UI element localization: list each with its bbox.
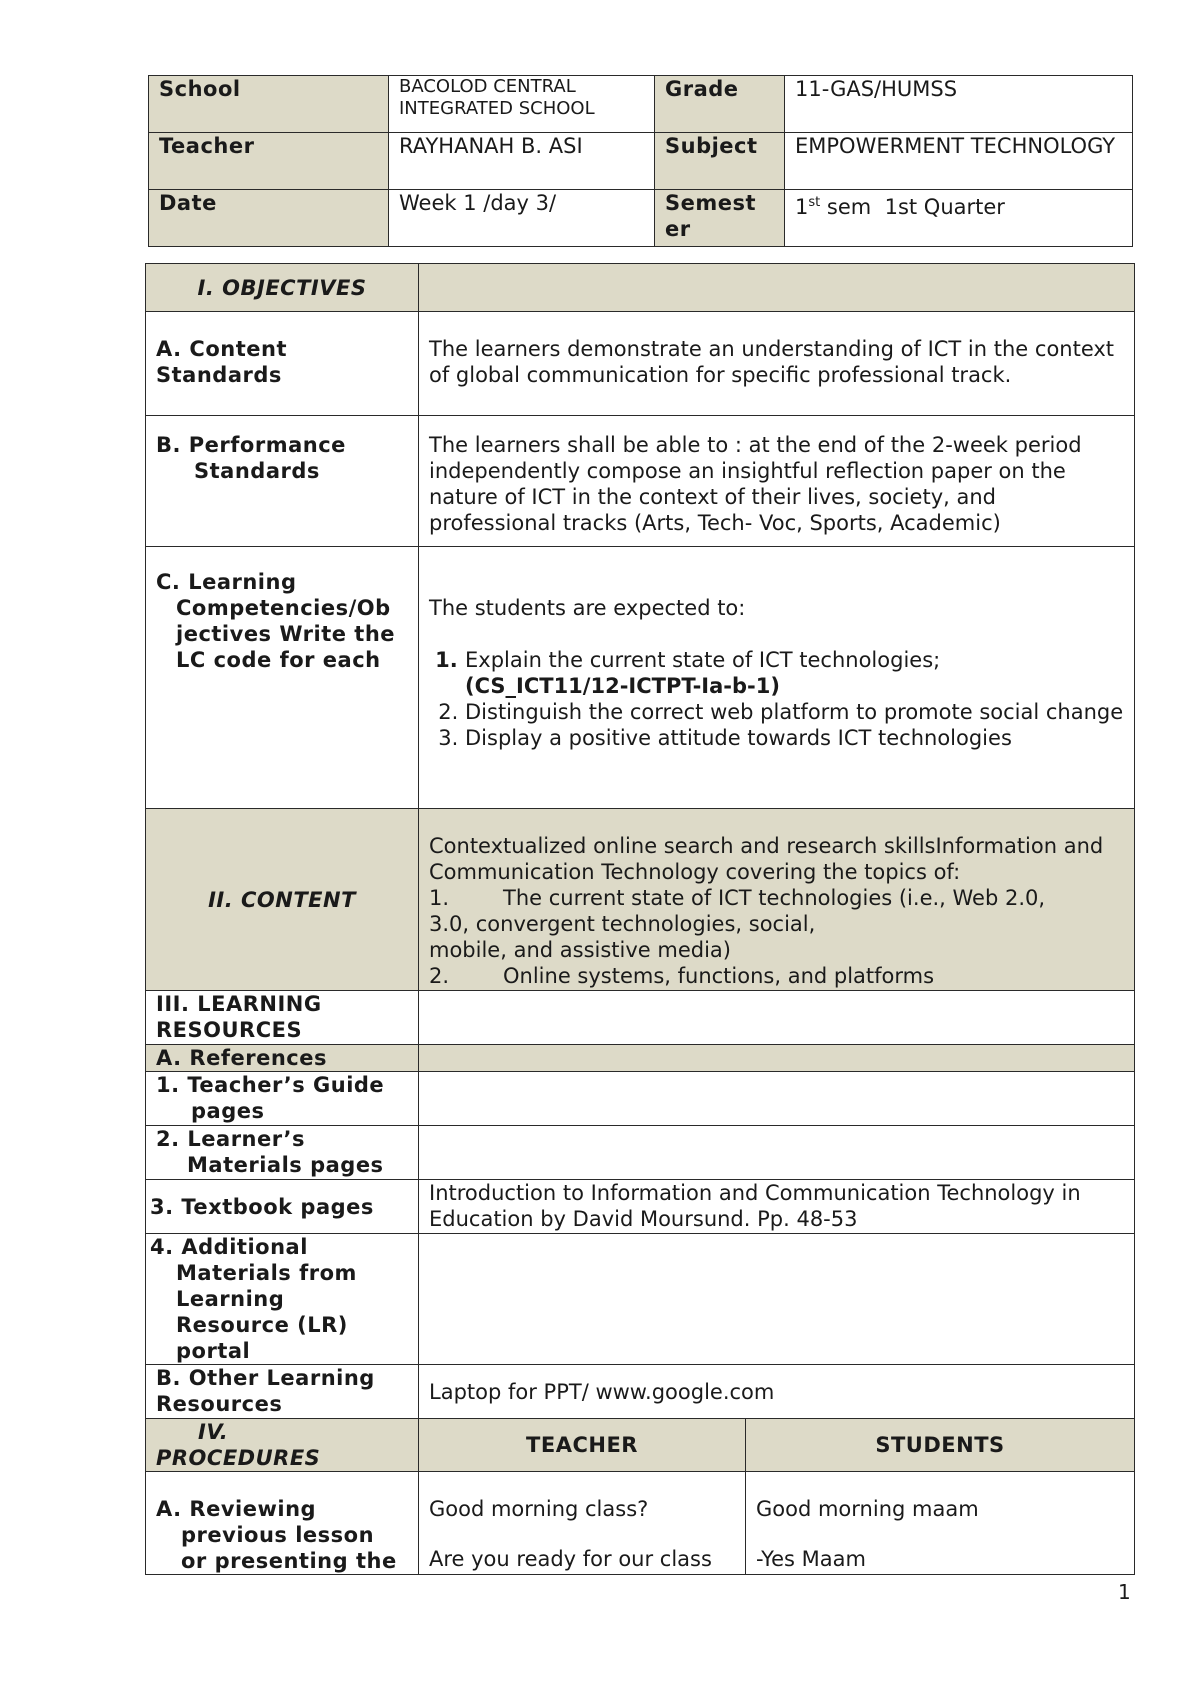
info-row-school	[149, 76, 1133, 133]
lc-label-2: Competencies/Ob	[176, 596, 391, 620]
students-column-header: STUDENTS	[746, 1419, 1135, 1472]
learners-materials-row	[146, 1126, 1135, 1180]
learners-materials-label-2: Materials pages	[187, 1153, 384, 1177]
semester-sup: st	[808, 195, 821, 210]
teachers-guide-label-1: 1. Teacher’s Guide	[156, 1073, 385, 1097]
additional-materials-value	[419, 1234, 1135, 1365]
teachers-guide-label	[146, 1072, 419, 1126]
objectives-header-row	[146, 264, 1135, 312]
performance-standards-label	[146, 416, 419, 547]
performance-standards-label-1: B. Performance	[156, 433, 346, 457]
reviewing-label	[146, 1472, 419, 1575]
lc-objective-text: Explain the current state of ICT technologies;	[465, 648, 941, 672]
lc-label-4: LC code for each	[176, 648, 381, 672]
learners-materials-label	[146, 1126, 419, 1180]
performance-standards-label-2: Standards	[194, 459, 320, 483]
other-resources-row	[146, 1365, 1135, 1419]
teachers-guide-value	[419, 1072, 1135, 1126]
grade-value: 11-GAS/HUMSS	[785, 76, 1133, 133]
other-resources-label-2: Resources	[156, 1392, 283, 1416]
learning-competencies-content	[419, 547, 1135, 809]
procedures-header	[146, 1419, 419, 1472]
performance-standards-row	[146, 416, 1135, 547]
additional-materials-row	[146, 1234, 1135, 1365]
teacher-value: RAYHANAH B. ASI	[389, 133, 655, 190]
student-line-2: -Yes Maam	[756, 1547, 866, 1571]
textbook-value: Introduction to Information and Communication Technology in Education by David Moursund. Pp. 48-53	[419, 1180, 1135, 1234]
subject-value: EMPOWERMENT TECHNOLOGY	[785, 133, 1133, 190]
learners-materials-value	[419, 1126, 1135, 1180]
learning-resources-header: III. LEARNING RESOURCES	[146, 991, 419, 1045]
references-blank	[419, 1045, 1135, 1072]
content-item-1	[429, 885, 1124, 911]
content-item-2-text: Online systems, functions, and platforms	[503, 964, 935, 988]
grade-label: Grade	[655, 76, 785, 133]
lc-objective-item: 3. Display a positive attitude towards ICT technologies	[465, 725, 1124, 751]
info-row-date	[149, 190, 1133, 247]
reviewing-label-2: previous lesson	[181, 1523, 375, 1547]
date-label: Date	[149, 190, 389, 247]
lc-objectives-list	[429, 647, 1124, 751]
content-standards-label-1: A. Content	[156, 337, 287, 361]
teacher-dialogue	[419, 1472, 746, 1575]
other-resources-label	[146, 1365, 419, 1419]
content-item-2	[429, 963, 1124, 989]
date-value: Week 1 /day 3/	[389, 190, 655, 247]
content-item-1-num: 1.	[429, 886, 450, 910]
objectives-header-blank	[419, 264, 1135, 312]
teachers-guide-row	[146, 1072, 1135, 1126]
lesson-plan-table	[145, 263, 1135, 1575]
teacher-line-1: Good morning class?	[429, 1497, 649, 1521]
student-dialogue	[746, 1472, 1135, 1575]
content-item-2-num: 2.	[429, 964, 450, 988]
procedures-header-row	[146, 1419, 1135, 1472]
other-resources-value: Laptop for PPT/ www.google.com	[419, 1365, 1135, 1419]
lc-label-1: C. Learning	[156, 570, 297, 594]
additional-materials-label-4: Resource (LR)	[176, 1313, 348, 1337]
semester-label-part1: Semest	[665, 191, 757, 215]
reviewing-row	[146, 1472, 1135, 1575]
semester-label-part2: er	[665, 217, 691, 241]
textbook-label: 3. Textbook pages	[146, 1180, 419, 1234]
semester-value	[785, 190, 1133, 247]
teacher-column-header: TEACHER	[419, 1419, 746, 1472]
content-standards-label	[146, 312, 419, 416]
content-standards-row	[146, 312, 1135, 416]
content-standards-label-2: Standards	[156, 363, 282, 387]
lc-code: (CS_ICT11/12-ICTPT-Ia-b-1)	[465, 674, 780, 698]
other-resources-label-1: B. Other Learning	[156, 1366, 375, 1390]
content-item-1-cont2: mobile, and assistive media)	[429, 938, 731, 962]
textbook-row	[146, 1180, 1135, 1234]
learning-resources-row	[146, 991, 1135, 1045]
lc-objective-item: 2. Distinguish the correct web platform to promote social change	[465, 699, 1124, 725]
references-row	[146, 1045, 1135, 1072]
teacher-label: Teacher	[149, 133, 389, 190]
page-number: 1	[1118, 1580, 1131, 1604]
content-text	[419, 809, 1135, 991]
content-row	[146, 809, 1135, 991]
subject-label: Subject	[655, 133, 785, 190]
additional-materials-label-2: Materials from	[176, 1261, 357, 1285]
content-intro: Contextualized online search and research skillsInformation and Communication Technology covering the topics of:	[429, 834, 1104, 884]
references-label: A. References	[146, 1045, 419, 1072]
reviewing-label-3: or presenting the	[181, 1549, 397, 1573]
school-info-table	[148, 75, 1133, 247]
additional-materials-label-1: 4. Additional	[150, 1235, 308, 1259]
learning-competencies-label	[146, 547, 419, 809]
lc-label-3: jectives Write the	[176, 622, 396, 646]
semester-rest: sem 1st Quarter	[820, 195, 1005, 219]
additional-materials-label-3: Learning	[176, 1287, 285, 1311]
lc-objective-item	[465, 647, 1124, 699]
content-header: II. CONTENT	[146, 809, 419, 991]
school-label: School	[149, 76, 389, 133]
procedures-header-2: PROCEDURES	[156, 1446, 321, 1470]
content-item-1-cont1: 3.0, convergent technologies, social,	[429, 912, 816, 936]
additional-materials-label-5: portal	[176, 1339, 251, 1363]
procedures-header-1: IV.	[198, 1420, 229, 1444]
teachers-guide-label-2: pages	[191, 1099, 265, 1123]
teacher-line-2: Are you ready for our class	[429, 1547, 712, 1571]
learners-materials-label-1: 2. Learner’s	[156, 1127, 305, 1151]
performance-standards-text: The learners shall be able to : at the end of the 2-week period independently compose an insightful reflection paper on the nature of ICT in the context of their lives, society, and professional tracks (Arts, Tech- Voc, Sports, Academic)	[419, 416, 1135, 547]
student-line-1: Good morning maam	[756, 1497, 979, 1521]
content-standards-text: The learners demonstrate an understanding of ICT in the context of global communication for specific professional track.	[419, 312, 1135, 416]
info-row-teacher	[149, 133, 1133, 190]
school-value: BACOLOD CENTRAL INTEGRATED SCHOOL	[389, 76, 655, 133]
semester-label	[655, 190, 785, 247]
objectives-header: I. OBJECTIVES	[146, 264, 419, 312]
learning-competencies-row	[146, 547, 1135, 809]
additional-materials-label	[146, 1234, 419, 1365]
content-item-1-text: The current state of ICT technologies (i.e., Web 2.0,	[503, 886, 1046, 910]
reviewing-label-1: A. Reviewing	[156, 1497, 317, 1521]
semester-num: 1	[795, 195, 809, 219]
learning-resources-blank	[419, 991, 1135, 1045]
lc-intro: The students are expected to:	[429, 596, 746, 620]
